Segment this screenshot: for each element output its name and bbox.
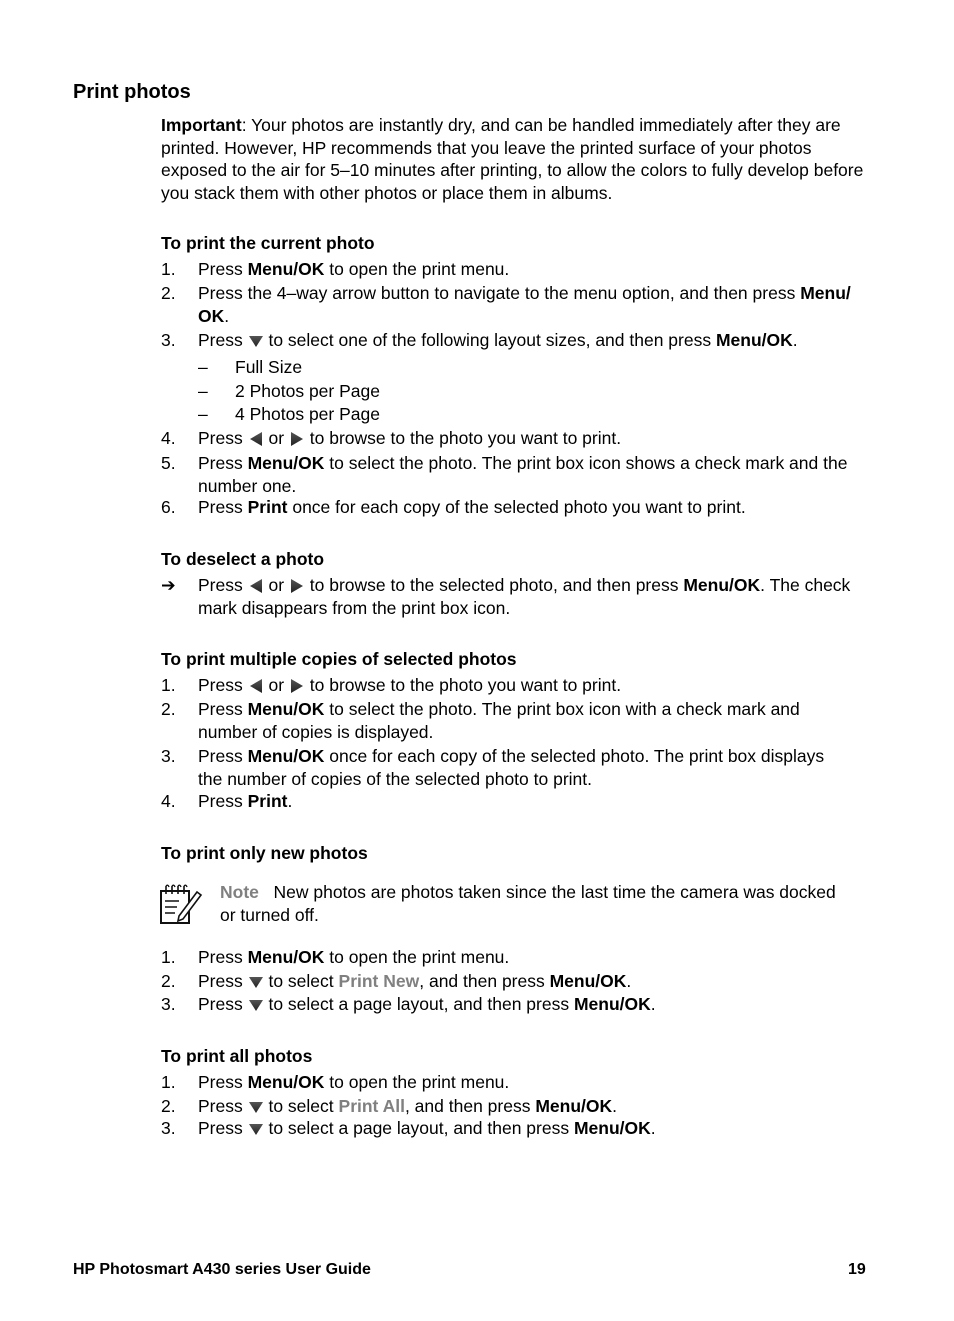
list-item: Press or to browse to the photo you want to print. <box>198 428 622 448</box>
sub-list-item: 4 Photos per Page <box>235 404 380 424</box>
list-number: 1. <box>161 259 176 279</box>
list-item: Press to select a page layout, and then press Menu/OK. <box>198 1118 656 1138</box>
important-label: Important <box>161 115 242 135</box>
list-number: 3. <box>161 330 176 350</box>
list-item: Press to select Print New, and then press Menu/OK. <box>198 971 632 991</box>
dash-bullet: – <box>198 381 208 401</box>
important-text: : Your photos are instantly dry, and can be handled immediately after they are printed. However, HP recommends that you leave the printed surface of your photos exposed to the air for 5–10 minutes after printing, to allow the colors to fully develop before you stack them with other photos or place them in albums. <box>161 115 864 203</box>
sub-list-item: 2 Photos per Page <box>235 381 380 401</box>
list-number: 2. <box>161 971 176 991</box>
list-number: 4. <box>161 791 176 811</box>
down-arrow-icon <box>248 334 264 348</box>
page-title: Print photos <box>73 81 191 103</box>
down-arrow-icon <box>248 1100 264 1114</box>
list-item: Press Menu/OK to open the print menu. <box>198 259 510 279</box>
list-number: 1. <box>161 947 176 967</box>
list-item: Press to select a page layout, and then press Menu/OK. <box>198 994 656 1014</box>
list-item: Press the 4–way arrow button to navigate to the menu option, and then press Menu/ OK. <box>198 283 851 326</box>
list-number: 3. <box>161 1118 176 1138</box>
footer-title: HP Photosmart A430 series User Guide <box>73 1261 371 1278</box>
right-arrow-icon <box>289 579 305 593</box>
list-item: Press Menu/OK once for each copy of the selected photo. The print box displays the number of copies of the selected photo to print. <box>198 746 825 789</box>
section-title-multiple-copies: To print multiple copies of selected photos <box>161 649 517 669</box>
list-number: 2. <box>161 699 176 719</box>
list-number: 3. <box>161 746 176 766</box>
list-item: Press Menu/OK to open the print menu. <box>198 947 510 967</box>
list-item: Press Menu/OK to open the print menu. <box>198 1072 510 1092</box>
list-number: 2. <box>161 283 176 303</box>
list-item: Press or to browse to the photo you want to print. <box>198 675 622 695</box>
left-arrow-icon <box>248 432 264 446</box>
list-number: 1. <box>161 1072 176 1092</box>
section-title-all-photos: To print all photos <box>161 1046 313 1066</box>
dash-bullet: – <box>198 404 208 424</box>
page-number: 19 <box>848 1261 866 1278</box>
arrow-bullet: ➔ <box>161 575 176 595</box>
left-arrow-icon <box>248 579 264 593</box>
note-pad-icon <box>159 883 203 925</box>
list-number: 5. <box>161 453 176 473</box>
right-arrow-icon <box>289 679 305 693</box>
list-item: Press Menu/OK to select the photo. The print box icon shows a check mark and the number one. <box>198 453 848 496</box>
list-number: 4. <box>161 428 176 448</box>
note-label: Note <box>220 882 259 902</box>
left-arrow-icon <box>248 679 264 693</box>
section-title-deselect: To deselect a photo <box>161 549 325 569</box>
list-number: 3. <box>161 994 176 1014</box>
down-arrow-icon <box>248 1122 264 1136</box>
list-item: Press Menu/OK to select the photo. The print box icon with a check mark and number of copies is displayed. <box>198 699 800 742</box>
down-arrow-icon <box>248 975 264 989</box>
section-title-new-photos: To print only new photos <box>161 843 368 863</box>
list-item: Press Print. <box>198 791 293 811</box>
dash-bullet: – <box>198 357 208 377</box>
section-title-print-current: To print the current photo <box>161 233 375 253</box>
note-box <box>220 881 870 926</box>
right-arrow-icon <box>289 432 305 446</box>
list-number: 1. <box>161 675 176 695</box>
list-number: 2. <box>161 1096 176 1116</box>
down-arrow-icon <box>248 998 264 1012</box>
list-item: Press or to browse to the selected photo, and then press Menu/OK. The check mark disappears from the print box icon. <box>198 575 851 618</box>
list-item: Press to select Print All, and then press Menu/OK. <box>198 1096 618 1116</box>
list-item: Press Print once for each copy of the selected photo you want to print. <box>198 497 746 517</box>
important-paragraph <box>161 114 871 204</box>
sub-list-item: Full Size <box>235 357 303 377</box>
note-text-2: or turned off. <box>220 904 319 925</box>
list-item: Press to select one of the following layout sizes, and then press Menu/OK. <box>198 330 798 350</box>
list-number: 6. <box>161 497 176 517</box>
note-text: New photos are photos taken since the last time the camera was docked <box>273 882 836 902</box>
